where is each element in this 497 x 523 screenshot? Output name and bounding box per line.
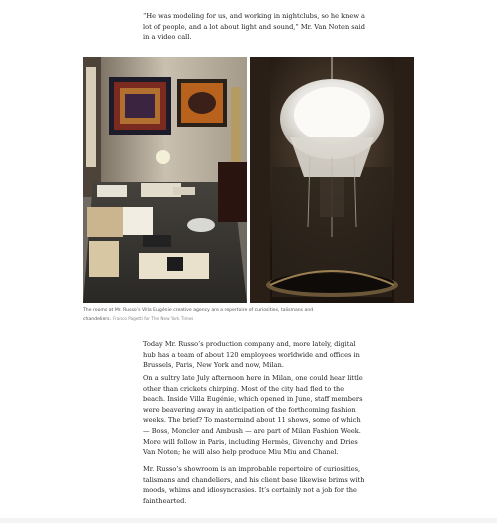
body-paragraph-1: Today Mr. Russo’s production company and, more lately, digital hub has a team of about 120 employees worldwide and offices in Brussels, Paris, New York and now, Milan.	[143, 340, 360, 370]
caption-text: The rooms at Mr. Russo’s Villa Eugénie creative agency are a repertoire of curiosities, talismans and chandeliers.	[83, 308, 314, 322]
room-interior-illustration	[83, 57, 247, 303]
pull-quote-paragraph: “He was modeling for us, and working in nightclubs, so he knew a lot of people, and a lot about light and sound,” Mr. Van Noten said in a video call.	[143, 12, 365, 42]
photo-caption	[83, 307, 333, 323]
photo-room-interior	[83, 57, 247, 303]
photo-chandelier	[250, 57, 414, 303]
chandelier-illustration	[250, 57, 414, 303]
photo-credit: Franco Pagetti for The New York Times	[113, 315, 194, 321]
body-paragraph-3: Mr. Russo’s showroom is an improbable repertoire of curiosities, talismans and chandeliers, and his client base likewise brims with moods, whims and idiosyncrasies. It’s certainly not a job for the fainthearted.	[143, 465, 365, 505]
page-bottom-edge	[0, 518, 497, 523]
body-paragraph-2: On a sultry late July afternoon here in Milan, one could hear little other than crickets chirping. Most of the city had fled to the beach. Inside Villa Eugénie, which opened in June, staff members were beavering away in anticipation of the forthcoming fashion weeks. The brief? To mastermind about 11 shows, some of which — Boss, Moncler and Ambush — are part of Milan Fashion Week. More will follow in Paris, including Hermès, Givenchy and Dries Van Noten; he will also help produce Miu Miu and Chanel.	[143, 374, 363, 457]
